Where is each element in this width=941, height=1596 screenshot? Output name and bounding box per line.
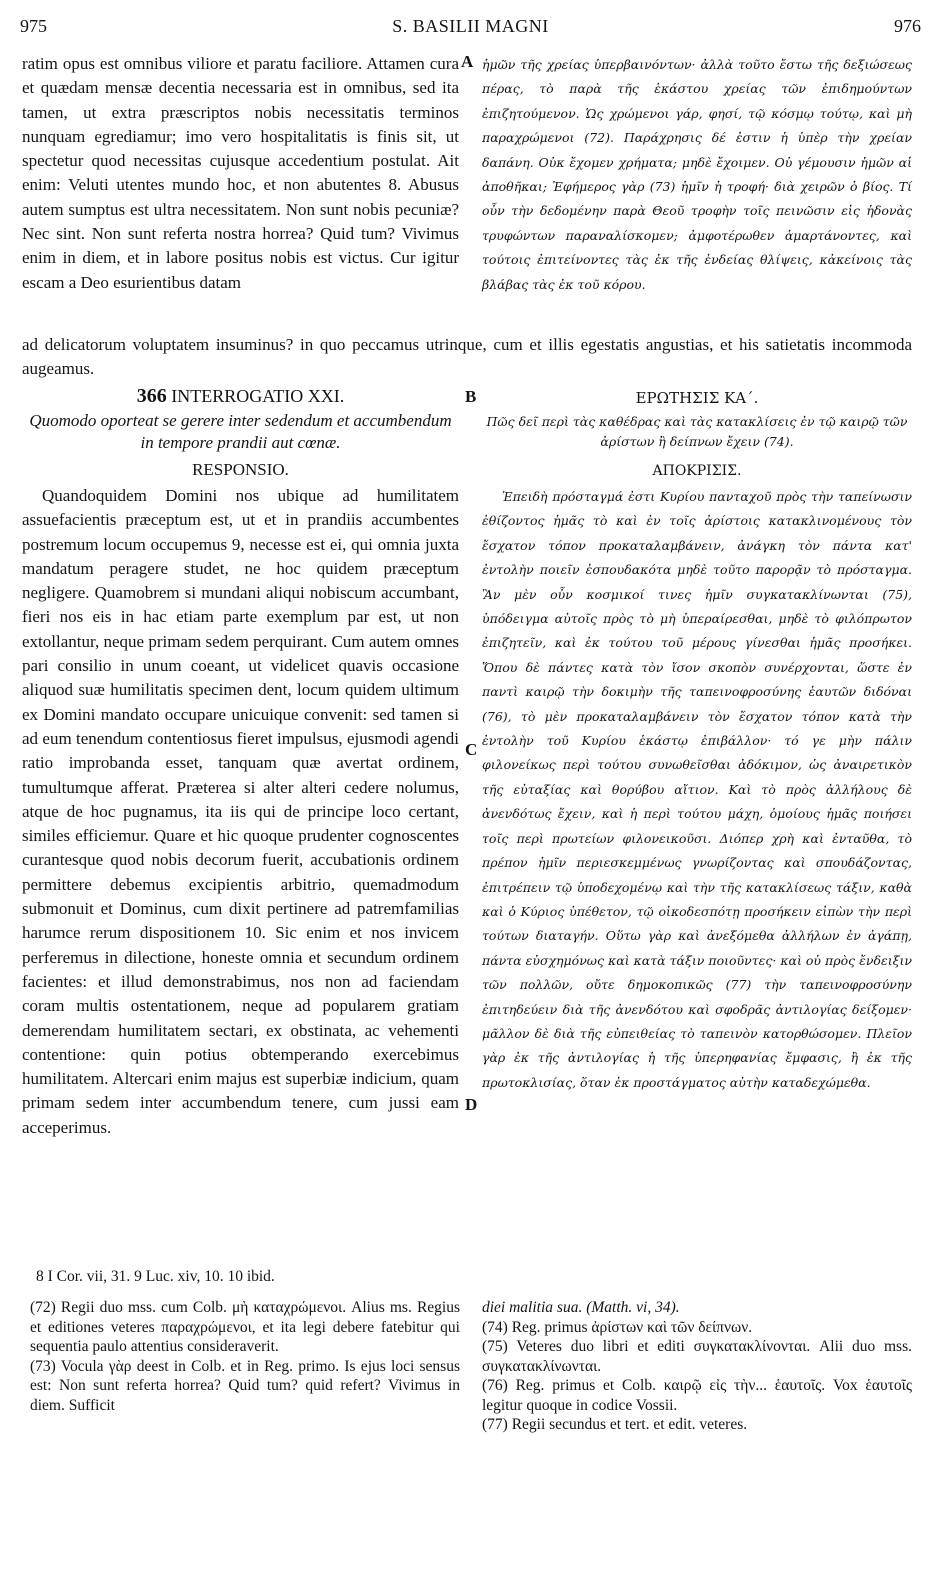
notes-left (30, 1298, 460, 1415)
latin-text-full-width: ad delicatorum voluptatem insuminus? in quo peccamus utrinque, cum et illis egestatis angustias, et his satietatis incommoda augeamus. (22, 335, 912, 379)
note-73-continued: diei malitia sua. (Matth. vi, 34). (482, 1299, 680, 1316)
greek-response-label: ΑΠΟΚΡΙΣΙΣ. (652, 463, 742, 479)
running-header (16, 16, 925, 40)
note-75: (75) Veteres duo libri et editi συγκατακλίνονται. Alii duo mss. συγκατακλίνωνται. (482, 1338, 912, 1375)
page-number-right: 976 (894, 16, 921, 36)
margin-letter-a: A (461, 52, 474, 71)
latin-text-top: ratim opus est omnibus viliore et paratu faciliore. Attamen cura et quædam mensæ decentia necessaria est in omnibus, sed ita tamen, ut extra præscriptos nobis necessitatis terminos nunquam egrediamur; imo vero hospitalitatis is finis sit, ut spectetur quod necessitas cujusque accedentium postulat. Ait enim: Veluti utentes mundo hoc, et non abutentes 8. Abusus autem sumptus est ultra necessitatem. Non sunt nobis pecuniæ? Nec sint. Non sunt referta nostra horrea? Quid tum? Vivimus enim in diem, et in labore positus nobis est victus. Cur igitur escam a Deo esurientibus datam (22, 54, 459, 292)
page-number-left: 975 (20, 16, 47, 36)
notes-right (482, 1298, 912, 1435)
latin-body: Quandoquidem Domini nos ubique ad humilitatem assuefacientis præceptum est, ut et in prandiis accumbentes postremum locum occupemus 9, necesse est ei, qui omnia juxta mandatum peragere studet, ne hoc quidem præceptum negligere. Quamobrem si mundani aliqui nobiscum accumbant, fieri nos eis in hac etiam parte exemplum par est, ut non extollantur, neque primam sedem perquirant. Cum autem omnes pari consilio in unum coeant, ut videlicet quavis occasione aliquod suæ humilitatis specimen dent, locum quidem ultimum ex Domini mandato occupare unicuique convenit: sed tamen si ad eum tenendum contentiosus fieret impulsus, ejusmodi agendi ratio improbanda esset, tanquam quæ avertat ordinem, tumultumque afferat. Præterea si alter alteri cedere nolumus, atque de hoc pugnamus, ita iis qui de principe loco certant, similes efficiemur. Quare et hic quoque prudenter cognoscentes curantesque quod nobis decorum fuerit, accubationis ordinem permittere debemus excipientis arbitrio, quemadmodum submonuit et Dominus, cum dixit pertinere ad patremfamilias harumce rerum dispositionem 10. Sic enim et nos invicem perferemus in dilectione, honeste omnia et secundum ordinem facientes: et illud demonstrabimus, nos non ad faciendam coram multis ostentationem, neque ad popularem gratiam demerendam humilitatem sectari, ex obstinata, ac vehementi contentione: quin potius obtemperando exercebimus humilitatem. Altercari enim majus est superbiæ indicium, quam primam sedem inter accumbendum tenere, cum jussi eam acceperimus. (22, 486, 459, 1137)
margin-letter-c: C (465, 740, 478, 759)
greek-question-title: Πῶς δεῖ περὶ τὰς καθέδρας καὶ τὰς κατακλίσεις ἐν τῷ καιρῷ τῶν ἀρίστων ἢ δείπνων ἔχειν (74). (486, 414, 908, 449)
note-72: (72) Regii duo mss. cum Colb. μὴ καταχρώμενοι. Alius ms. Regius et editiones veteres παραχρώμενοι, et ita legi debere fatebitur qui sequentia paulo attentius consideraverit. (30, 1299, 460, 1355)
margin-letter-d: D (465, 1095, 478, 1114)
greek-body: Ἐπειδὴ πρόσταγμά ἐστι Κυρίου πανταχοῦ πρὸς τὴν ταπείνωσιν ἐθίζοντος ἡμᾶς τὸ καὶ ἐν τοῖς ἀρίστοις κατακλινομένους τὸν ἔσχατον τόπον προκαταλαμβάνειν, ἀνάγκη τὸν πάντα κατ' ἐντολὴν ποιεῖν ἐσπουδακότα μηδὲ τοῦτο παρορᾷν τὸ πρόσταγμα. Ἂν μὲν οὖν κοσμικοί τινες ἡμῖν συγκατακλίνωνται (75), ὑπόδειγμα αὐτοῖς πρὸς τὸ μὴ ὑπεραίρεσθαι, μηδὲ τὸ φιλόπρωτον ἐπιζητεῖν, καὶ ἐκ τούτου τοῦ μέρους γίνεσθαι ἡμᾶς προσήκει. Ὅπου δὲ πάντες κατὰ τὸν ἴσον σκοπὸν συνέρχονται, ὥστε ἐν παντὶ καιρῷ τὴν δοκιμὴν τῆς ταπεινοφροσύνης ἑαυτῶν διδόναι (76), τὸ μὲν προκαταλαμβάνειν τὸν ἔσχατον τόπον κατὰ τὴν ἐντολὴν τοῦ Κυρίου ἑκάστῳ ἐπιβάλλον· τό γε μὴν πάλιν φιλονείκως περὶ τούτου συνωθεῖσθαι ἀδόκιμον, ὡς ἀναιρετικὸν τῆς εὐταξίας καὶ θορύβου αἴτιον. Καὶ τὸ πρὸς ἀλλήλους δὲ ἀνενδότως ἔχειν, καὶ ἡ περὶ τούτου μάχη, ὁμοίους ἡμᾶς ποιήσει τοῖς περὶ πρωτείων φιλονεικοῦσι. Διόπερ χρὴ καὶ ἐνταῦθα, τὸ πρέπον ἡμῖν περιεσκεμμένως γνωρίζοντας καὶ σπουδάζοντας, ἐπιτρέπειν τῷ ὑποδεχομένῳ καὶ τὴν τῆς κατακλίσεως τάξιν, καθὰ καὶ ὁ Κύριος ὑπέθετον, τῷ οἰκοδεσπότῃ προσήκειν εἰπὼν τὴν περὶ τούτων διαταγήν. Οὕτω γὰρ καὶ ἀνεξόμεθα ἀλλήλων ἐν ἀγάπῃ, πάντα εὐσχημόνως καὶ κατὰ τάξιν ποιοῦντες· καὶ οὐ πρὸς ἔνδειξιν τῶν πολλῶν, οὔτε δημοκοπικῶς (77) τὴν ταπεινοφροσύνην ἐπιτηδεύειν διὰ τῆς ἀνενδότου καὶ σφοδρᾶς ἀντιλογίας δείξομεν· μᾶλλον δὲ διὰ τῆς εὐπειθείας τὸ ταπεινὸν κατορθώσομεν. Πλεῖον γὰρ ἐκ τῆς ἀντιλογίας ἡ τῆς ὑπερηφανίας ἔμφασις, ἢ ἐκ τῆς πρωτοκλισίας, ὅταν ἐκ προστάγματος αὐτὴν καταδεχώμεθα. (482, 489, 912, 1090)
note-77: (77) Regii secundus et tert. et edit. veteres. (482, 1416, 748, 1433)
greek-text-top: ἡμῶν τῆς χρείας ὑπερβαινόντων· ἀλλὰ τοῦτο ἔστω τῆς δεξιώσεως πέρας, τὸ παρὰ τῆς ἑκάστου χρείας τῶν ἐπιδημούντων ἐπιζητούμενον. Ὡς χρώμενοι γάρ, φησί, τῷ κόσμῳ τούτῳ, καὶ μὴ παραχρώμενοι (72). Παράχρησις δέ ἐστιν ἡ ὑπὲρ τὴν χρείαν δαπάνη. Οὐκ ἔχομεν χρήματα; μηδὲ ἔχοιμεν. Οὐ γέμουσιν ἡμῶν αἱ ἀποθῆκαι; Ἐφήμερος γὰρ (73) ἡμῖν ἡ τροφή· διὰ χειρῶν ὁ βίος. Τί οὖν τὴν δεδομένην παρὰ Θεοῦ τροφὴν τοῖς πεινῶσιν εἰς ἡδονὰς τρυφώντων παραναλίσκομεν; ἀμφοτέρωθεν ἁμαρτάνοντες, καὶ τούτοις ἐπιτείνοντες τὰς ἐκ τῆς ἐνδείας θλίψεις, κἀκείνοις τὰς βλάβας τὰς ἐκ τοῦ κόρου. (482, 57, 912, 292)
note-73: (73) Vocula γὰρ deest in Colb. et in Reg. primo. Is ejus loci sensus est: Non sunt referta horrea? Quid tum? quid refert? Vivimus in diem. Sufficit (30, 1357, 460, 1414)
latin-question-title: Quomodo oporteat se gerere inter sedendum et accumbendum in tempore prandii aut cœnæ. (29, 411, 452, 452)
question-number: 366 (136, 385, 167, 407)
note-76: (76) Reg. primus et Colb. καιρῷ εἰς τὴν... ἑαυτοῖς. Vox ἑαυτοῖς legitur quoque in codice Vossii. (482, 1377, 912, 1414)
latin-question-label: INTERROGATIO XXI. (171, 386, 345, 406)
margin-letter-b: B (465, 387, 477, 406)
latin-response-label: RESPONSIO. (192, 460, 289, 479)
note-74: (74) Reg. primus ἀρίστων καὶ τῶν δείπνων. (482, 1318, 753, 1336)
latin-question-heading (22, 384, 459, 408)
running-title: S. BASILII MAGNI (392, 16, 549, 36)
greek-question-label: ΕΡΩΤΗΣΙΣ ΚΑ΄. (635, 389, 759, 407)
footnote-references: 8 I Cor. vii, 31. 9 Luc. xiv, 10. 10 ibid. (36, 1268, 275, 1285)
